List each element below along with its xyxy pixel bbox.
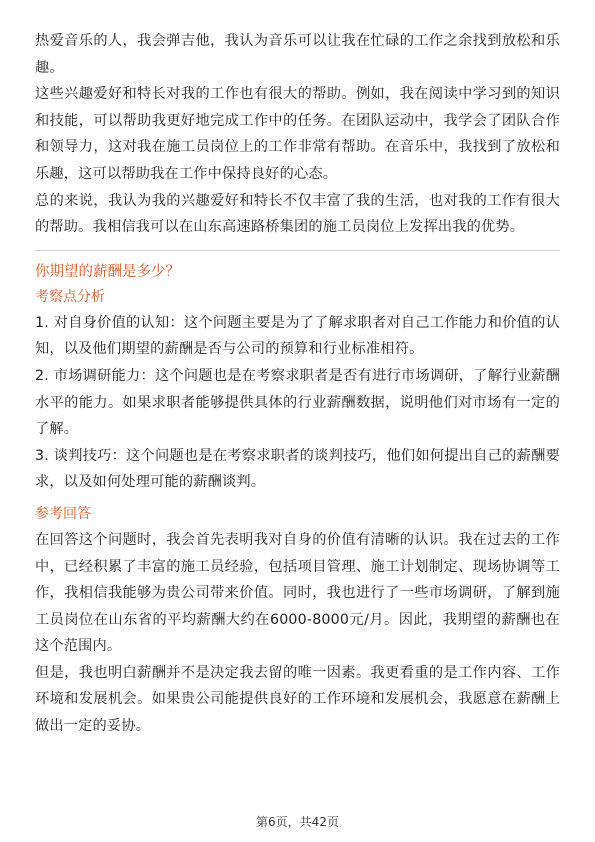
analysis-item: 1. 对自身价值的认知：这个问题主要是为了了解求职者对自己工作能力和价值的认知，以及他们期望的薪酬是否与公司的预算和行业标准相符。 — [35, 314, 560, 358]
intro-paragraph: 这些兴趣爱好和特长对我的工作也有很大的帮助。例如，我在阅读中学习到的知识和技能，可以帮助我更好地完成工作中的任务。在团队运动中，我学会了团队合作和领导力，这对我在施工员岗位上的工作非常有帮助。在音乐中，我找到了放松和乐趣，这可以帮助我在工作中保持良好的心态。 — [35, 86, 560, 182]
page-content — [35, 28, 560, 740]
analysis-title: 考察点分析 — [35, 288, 105, 305]
analysis-item: 3. 谈判技巧：这个问题也是在考察求职者的谈判技巧，他们如何提出自己的薪酬要求，以及如何处理可能的薪酬谈判。 — [35, 447, 560, 491]
answer-paragraph: 在回答这个问题时，我会首先表明我对自身的价值有清晰的认识。我在过去的工作中，已经积累了丰富的施工员经验，包括项目管理、施工计划制定、现场协调等工作，我相信我能够为贵公司带来价值。同时，我也进行了一些市场调研，了解到施工员岗位在山东省的平均薪酬大约在6000-8000元/月。因此，我期望的薪酬也在这个范围内。 — [35, 531, 560, 655]
intro-paragraph: 总的来说，我认为我的兴趣爱好和特长不仅丰富了我的生活，也对我的工作有很大的帮助。我相信我可以在山东高速路桥集团的施工员岗位上发挥出我的优势。 — [35, 192, 560, 236]
intro-paragraph: 热爱音乐的人，我会弹吉他，我认为音乐可以让我在忙碌的工作之余找到放松和乐趣。 — [35, 33, 560, 76]
answer-paragraph: 但是，我也明白薪酬并不是决定我去留的唯一因素。我更看重的是工作内容、工作环境和发展机会。如果贵公司能提供良好的工作环境和发展机会，我愿意在薪酬上做出一定的妥协。 — [35, 664, 560, 735]
analysis-item: 2. 市场调研能力：这个问题也是在考察求职者是否有进行市场调研，了解行业薪酬水平的能力。如果求职者能够提供具体的行业薪酬数据，说明他们对市场有一定的了解。 — [35, 367, 560, 438]
page-number: 第6页，共42页 — [256, 815, 339, 829]
answer-title: 参考回答 — [35, 505, 91, 522]
section-divider — [35, 250, 560, 251]
question-title: 你期望的薪酬是多少？ — [35, 263, 180, 280]
